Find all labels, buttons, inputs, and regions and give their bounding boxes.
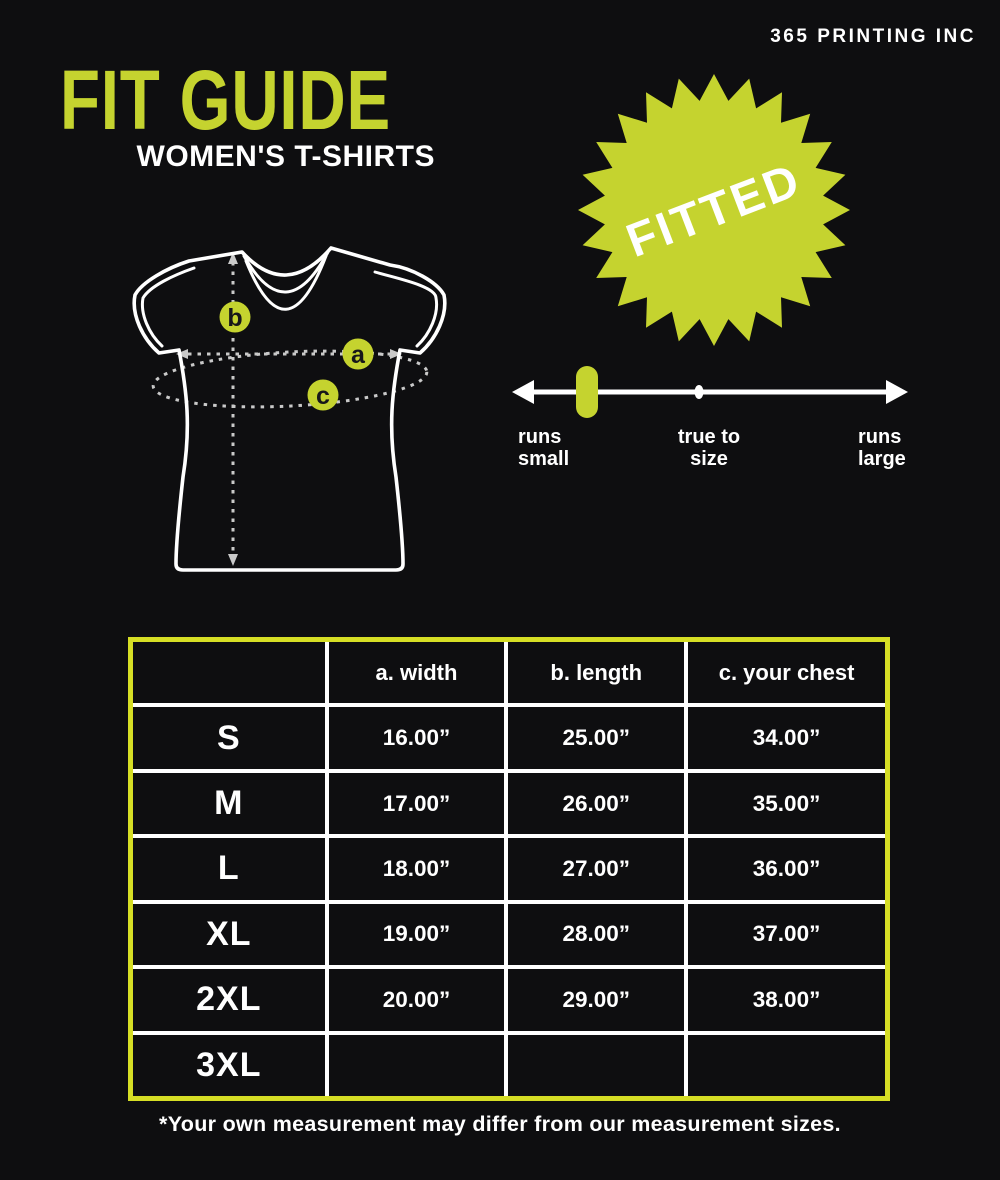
tshirt-outline xyxy=(134,248,445,570)
point-a-label: a xyxy=(351,341,365,369)
true-to-size-tick xyxy=(695,385,704,399)
scale-label-true-to-size: true to size xyxy=(677,426,741,470)
tshirt-diagram xyxy=(112,222,472,582)
brand-name: 365 PRINTING INC xyxy=(770,26,976,47)
scale-label-runs-large: runs large xyxy=(858,426,906,470)
point-b-label: b xyxy=(227,304,243,332)
right-sleeve-hem xyxy=(375,272,437,346)
page-title: FIT GUIDE xyxy=(60,53,391,147)
header-cell-chest: c. your chest xyxy=(688,642,885,703)
header-cell-width: a. width xyxy=(329,642,505,703)
length-arrow-bottom-icon xyxy=(228,554,238,566)
scale-arrow-right-icon xyxy=(886,380,908,404)
chest-ellipse xyxy=(152,345,428,413)
fit-scale-axis xyxy=(498,330,928,430)
fit-scale xyxy=(498,330,928,480)
scale-label-runs-small: runs small xyxy=(518,426,570,470)
header-cell-blank xyxy=(133,642,325,703)
size-table: a. width b. length c. your chest S 16.00” 25.00” 34.00” M 17.00” 26.00” 35.00” L 18.00” 27.00” 36.00” XL 19.00” 28.00” 37.00” 2XL 20.00” 29.00” 38.00” 3XL xyxy=(128,637,890,1101)
fitted-badge-label: FITTED xyxy=(619,152,809,267)
fitted-badge xyxy=(572,68,856,352)
page-subtitle: WOMEN'S T-SHIRTS xyxy=(136,140,435,173)
scale-arrow-left-icon xyxy=(512,380,534,404)
header-cell-length: b. length xyxy=(508,642,684,703)
measurement-disclaimer: *Your own measurement may differ from our measurement sizes. xyxy=(159,1112,841,1136)
fit-marker xyxy=(576,366,598,418)
point-c-label: c xyxy=(316,382,330,410)
